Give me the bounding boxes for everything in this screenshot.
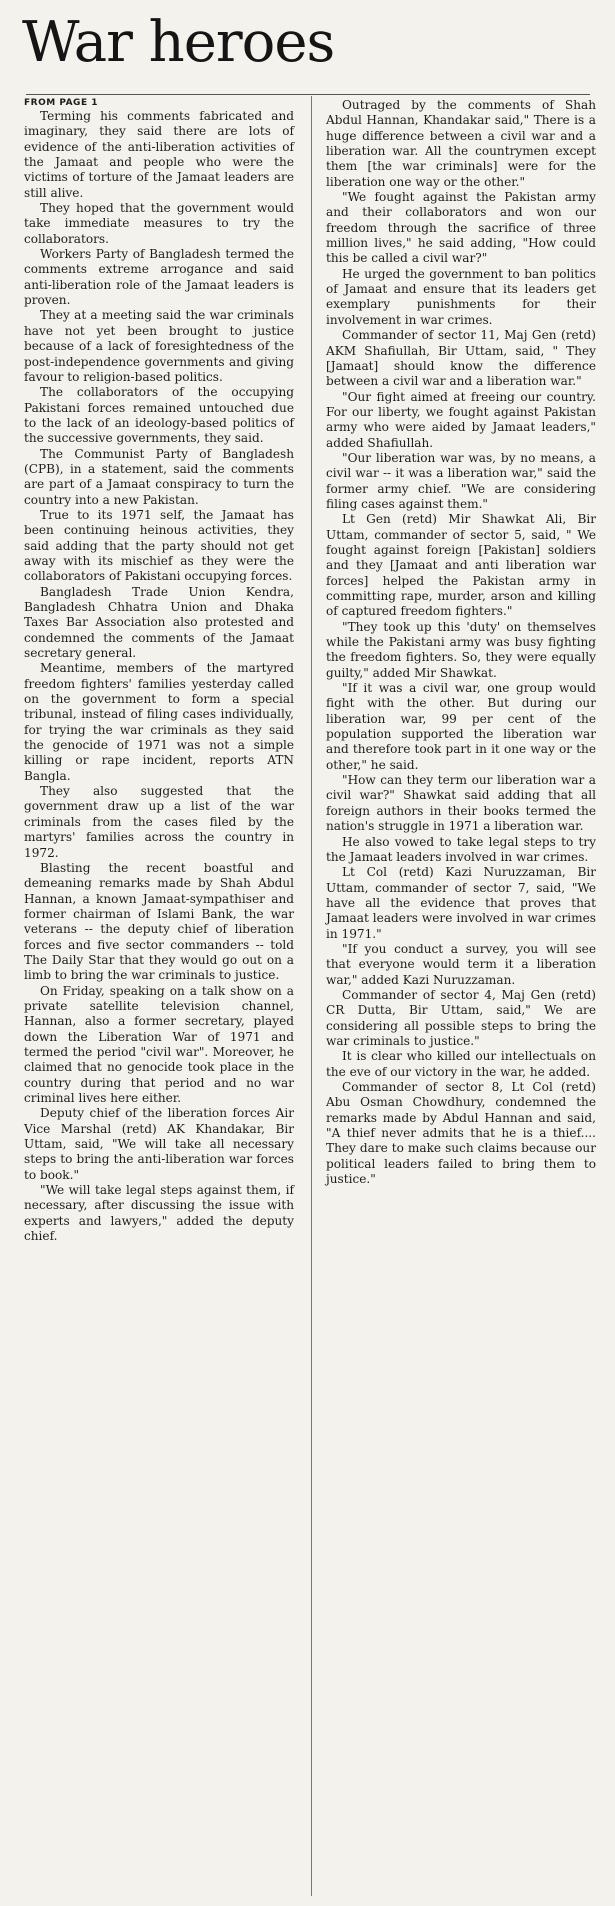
- paragraph: On Friday, speaking on a talk show on a private satellite television channel, Hannan, also a former secretary, played down the Liberation War of 1971 and termed the period "civil war". Moreover, he claimed that no genocide took place in the country during that period and no war criminal lives here either.: [24, 983, 294, 1105]
- headline: War heroes: [22, 10, 335, 75]
- left-column: [24, 98, 294, 1244]
- paragraph: "How can they term our liberation war a civil war?" Shawkat said adding that all foreign authors in their books termed the nation's struggle in 1971 a liberation war.: [326, 773, 596, 834]
- paragraph: Outraged by the comments of Shah Abdul Hannan, Khandakar said," There is a huge difference between a civil war and a liberation war. All the countrymen except them [the war criminals] were for the liberation one way or the other.": [326, 98, 596, 189]
- paragraph: Commander of sector 4, Maj Gen (retd) CR Dutta, Bir Uttam, said," We are considering all possible steps to bring the war criminals to justice.": [326, 987, 596, 1048]
- paragraph: "We fought against the Pakistan army and their collaborators and won our freedom through the sacrifice of three million lives," he said adding, "How could this be called a civil war?": [326, 190, 596, 266]
- paragraph: Meantime, members of the martyred freedom fighters' families yesterday called on the government to form a special tribunal, instead of filing cases individually, for trying the war criminals as they said the genocide of 1971 was not a simple killing or rape incident, reports ATN Bangla.: [24, 661, 294, 783]
- paragraph: He urged the government to ban politics of Jamaat and ensure that its leaders get exemplary punishments for their involvement in war crimes.: [326, 266, 596, 327]
- paragraph: They also suggested that the government draw up a list of the war criminals from the cases filed by the martyrs' families across the country in 1972.: [24, 784, 294, 860]
- paragraph: Lt Gen (retd) Mir Shawkat Ali, Bir Uttam, commander of sector 5, said, " We fought against foreign [Pakistan] soldiers and they [Jamaat and anti liberation war forces] helped the Pakistan army in committing rape, murder, arson and killing of captured freedom fighters.": [326, 512, 596, 619]
- headline-divider: [26, 94, 590, 95]
- paragraph: "If you conduct a survey, you will see that everyone would term it a liberation war," added Kazi Nuruzzaman.: [326, 941, 596, 987]
- paragraph: He also vowed to take legal steps to try the Jamaat leaders involved in war crimes.: [326, 834, 596, 864]
- paragraph: Commander of sector 11, Maj Gen (retd) AKM Shafiullah, Bir Uttam, said, " They [Jamaat] should know the difference between a civil war and a liberation war.": [326, 328, 596, 389]
- paragraph: Lt Col (retd) Kazi Nuruzzaman, Bir Uttam, commander of sector 7, said, "We have all the evidence that proves that Jamaat leaders were involved in war crimes in 1971.": [326, 865, 596, 941]
- paragraph: They hoped that the government would take immediate measures to try the collaborators.: [24, 201, 294, 246]
- paragraph: "They took up this 'duty' on themselves while the Pakistani army was busy fighting the freedom fighters. So, they were equally guilty," added Mir Shawkat.: [326, 619, 596, 680]
- paragraph: "Our fight aimed at freeing our country. For our liberty, we fought against Pakistan army who were aided by Jamaat leaders," added Shafiullah.: [326, 389, 596, 450]
- paragraph: Bangladesh Trade Union Kendra, Bangladesh Chhatra Union and Dhaka Taxes Bar Association also protested and condemned the comments of the Jamaat secretary general.: [24, 584, 294, 661]
- paragraph: Commander of sector 8, Lt Col (retd) Abu Osman Chowdhury, condemned the remarks made by Abdul Hannan and said, "A thief never admits that he is a thief.... They dare to make such claims because our political leaders failed to bring them to justice.": [326, 1080, 596, 1187]
- paragraph: Workers Party of Bangladesh termed the comments extreme arrogance and said anti-liberation role of the Jamaat leaders is proven.: [24, 247, 294, 308]
- paragraph: Blasting the recent boastful and demeaning remarks made by Shah Abdul Hannan, a known Jamaat-sympathiser and former chairman of Islami Bank, the war veterans -- the deputy chief of liberation forces and five sector commanders -- told The Daily Star that they would go out on a limb to bring the war criminals to justice.: [24, 860, 294, 983]
- column-divider: [311, 96, 312, 1896]
- paragraph: It is clear who killed our intellectuals on the eve of our victory in the war, he added.: [326, 1049, 596, 1079]
- paragraph: The Communist Party of Bangladesh (CPB), in a statement, said the comments are part of a Jamaat conspiracy to turn the country into a new Pakistan.: [24, 446, 294, 507]
- dateline: FROM PAGE 1: [24, 98, 98, 108]
- right-column: [326, 98, 596, 1187]
- paragraph: Terming his comments fabricated and imaginary, they said there are lots of evidence of the anti-liberation activities of the Jamaat and people who were the victims of torture of the Jamaat leaders are still alive.: [24, 109, 294, 200]
- paragraph: Deputy chief of the liberation forces Air Vice Marshal (retd) AK Khandakar, Bir Uttam, said, "We will take all necessary steps to bring the anti-liberation war forces to book.": [24, 1106, 294, 1182]
- paragraph: "Our liberation war was, by no means, a civil war -- it was a liberation war," said the former army chief. "We are considering filing cases against them.": [326, 450, 596, 511]
- paragraph: True to its 1971 self, the Jamaat has been continuing heinous activities, they said adding that the party should not get away with its mischief as they were the collaborators of Pakistani occupying forces.: [24, 507, 294, 584]
- paragraph: They at a meeting said the war criminals have not yet been brought to justice because of a lack of foresightedness of the post-independence governments and giving favour to religion-based politics.: [24, 308, 294, 384]
- paragraph: The collaborators of the occupying Pakistani forces remained untouched due to the lack of an ideology-based politics of the successive governments, they said.: [24, 385, 294, 446]
- paragraph: "We will take legal steps against them, if necessary, after discussing the issue with experts and lawyers," added the deputy chief.: [24, 1183, 294, 1244]
- paragraph: "If it was a civil war, one group would fight with the other. But during our liberation war, 99 per cent of the population supported the liberation war and therefore took part in it one way or the other," he said.: [326, 681, 596, 772]
